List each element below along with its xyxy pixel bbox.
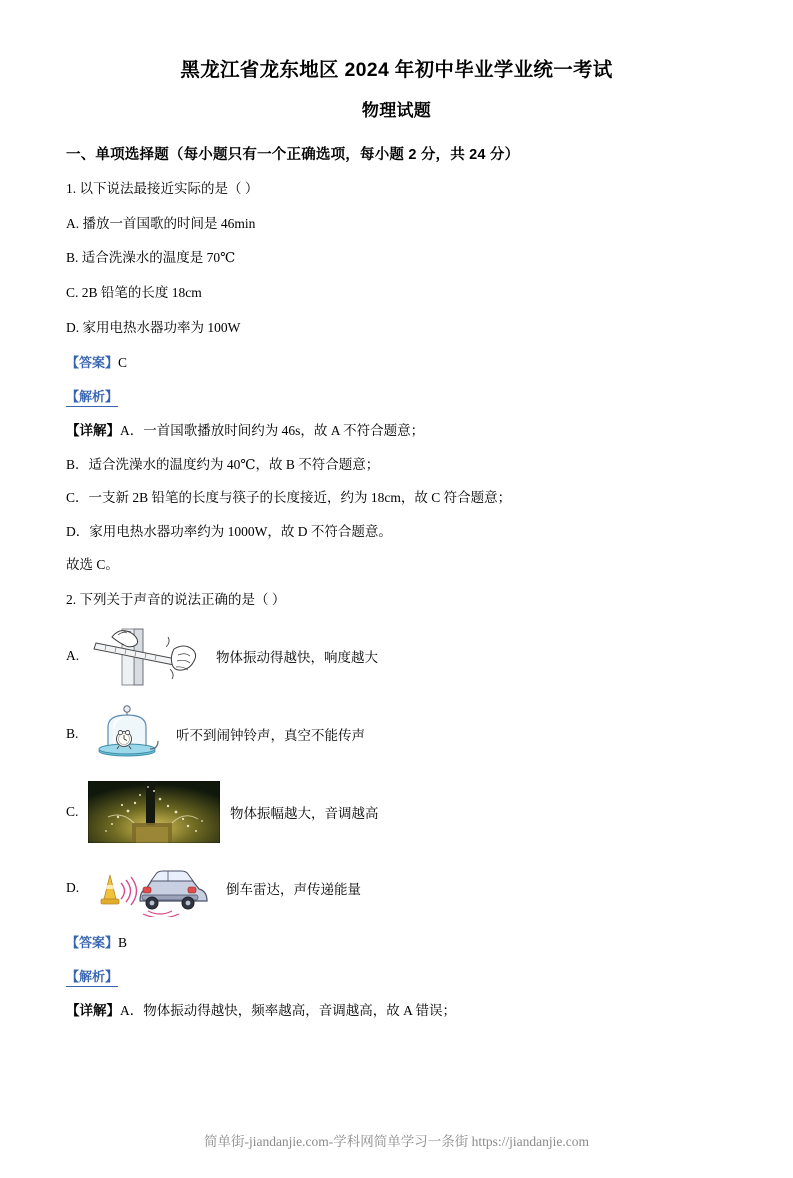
answer-label: 【答案】 <box>66 935 119 951</box>
document-title-line1: 黑龙江省龙东地区 2024 年初中毕业学业统一考试 <box>180 59 613 81</box>
page <box>0 56 793 1178</box>
title-block <box>0 56 793 121</box>
option-d-text: 倒车雷达，声传递能量 <box>226 882 361 898</box>
car-reverse-radar-illustration <box>88 859 216 917</box>
question-1-detail-d: D．家用电热水器功率约为 1000W，故 D 不符合题意。 <box>66 523 392 539</box>
question-1-analysis-head <box>66 386 727 407</box>
option-b-text: 听不到闹钟铃声，真空不能传声 <box>176 728 365 744</box>
option-letter-b: B. <box>66 726 79 742</box>
question-1-option-d: D. 家用电热水器功率为 100W <box>66 319 241 335</box>
question-1-stem: 1. 以下说法最接近实际的是（ ） <box>66 181 259 197</box>
question-2-option-a <box>66 625 727 687</box>
answer-value: B <box>118 935 128 951</box>
question-1-detail-a <box>66 421 727 441</box>
bell-jar-clock-illustration <box>88 703 166 765</box>
question-1-detail-b: B．适合洗澡水的温度约为 40℃，故 B 不符合题意； <box>66 456 380 472</box>
detail-text: A．物体振动得越快，频率越高，音调越高，故 A 错误； <box>120 1003 457 1019</box>
question-1-detail-c: C．一支新 2B 铅笔的长度与筷子的长度接近，约为 18cm，故 C 符合题意； <box>66 490 512 506</box>
document-body <box>66 143 727 1021</box>
question-2-analysis-head <box>66 966 727 987</box>
speaker-water-splash-photo <box>88 781 220 843</box>
option-letter-d: D. <box>66 880 80 896</box>
question-1-answer <box>66 352 727 371</box>
footer-watermark: 简单街-jiandanjie.com-学科网简单学习一条街 https://jiandanjie.com <box>203 1134 590 1149</box>
option-letter-c: C. <box>66 804 79 820</box>
answer-label: 【答案】 <box>66 355 119 371</box>
option-c-text: 物体振幅越大，音调越高 <box>230 806 379 822</box>
question-2-stem: 2. 下列关于声音的说法正确的是（ ） <box>66 591 286 607</box>
section-heading: 一、单项选择题（每小题只有一个正确选项，每小题 2 分，共 24 分） <box>66 147 520 164</box>
answer-value: C <box>118 355 128 371</box>
hand-ruler-illustration <box>88 625 206 687</box>
question-1-option-b: B. 适合洗澡水的温度是 70℃ <box>66 250 236 266</box>
detail-label: 【详解】 <box>66 1003 120 1019</box>
detail-label: 【详解】 <box>66 423 120 439</box>
detail-text: A．一首国歌播放时间约为 46s，故 A 不符合题意； <box>120 423 425 439</box>
question-2-option-d <box>66 859 727 917</box>
question-1-conclusion: 故选 C。 <box>66 557 119 573</box>
option-letter-a: A. <box>66 648 80 664</box>
document-title-line2: 物理试题 <box>361 101 432 121</box>
question-1-option-a: A. 播放一首国歌的时间是 46min <box>66 215 256 231</box>
question-2-option-b <box>66 703 727 765</box>
analysis-label: 【解析】 <box>66 386 118 407</box>
analysis-label: 【解析】 <box>66 966 118 987</box>
option-a-text: 物体振动得越快，响度越大 <box>216 650 378 666</box>
question-2-option-c <box>66 781 727 843</box>
question-2-answer <box>66 932 727 951</box>
question-2-detail-a <box>66 1001 727 1021</box>
question-1-option-c: C. 2B 铅笔的长度 18cm <box>66 284 202 300</box>
